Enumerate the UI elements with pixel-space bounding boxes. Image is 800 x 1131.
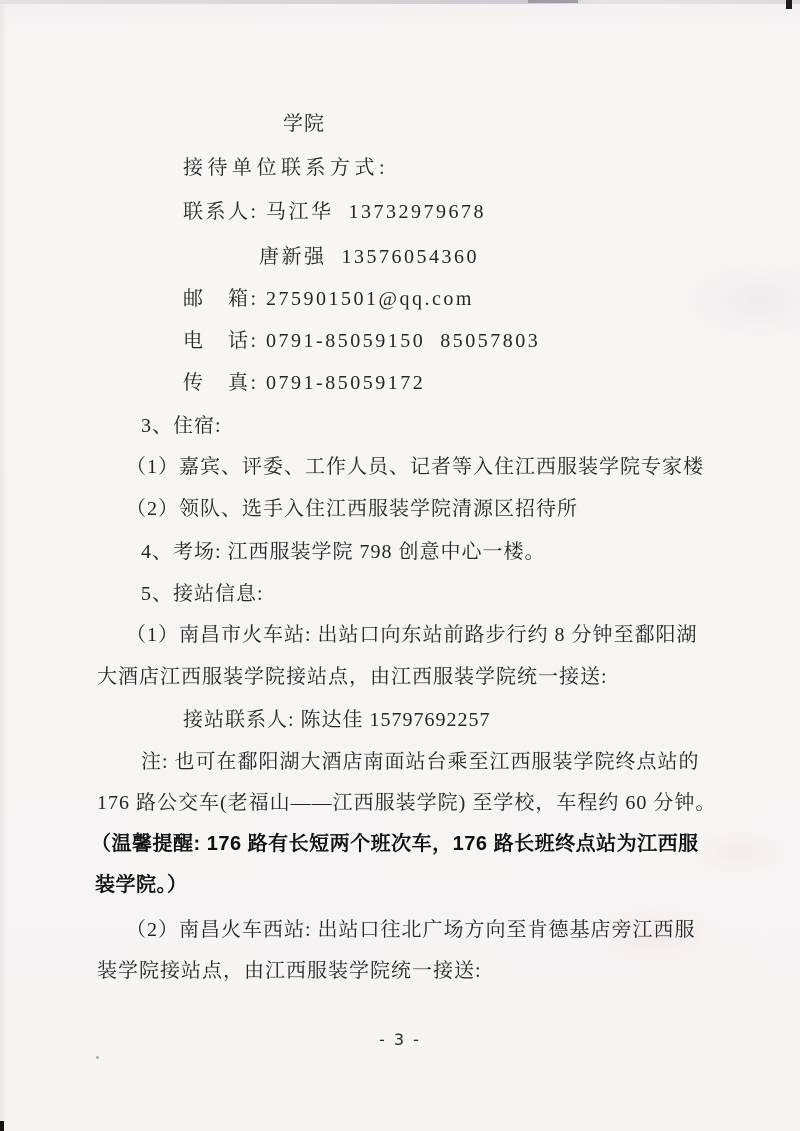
line-accommodation-item-1: （1）嘉宾、评委、工作人员、记者等入住江西服装学院专家楼 (126, 456, 704, 478)
line-section-5-pickup-info: 5、接站信息: (141, 583, 264, 605)
line-fax: 传 真: 0791-85059172 (183, 372, 426, 394)
line-pickup-station-1a: （1）南昌市火车站: 出站口向东站前路步行约 8 分钟至鄱阳湖 (126, 624, 698, 646)
page-number: - 3 - (379, 1030, 421, 1049)
line-pickup-station-2a: （2）南昌火车西站: 出站口往北广场方向至肯德基店旁江西服 (126, 919, 696, 941)
line-pickup-contact: 接站联系人: 陈达佳 15797692257 (183, 709, 491, 731)
scan-mark-bottom-left-artifact (0, 1121, 4, 1131)
scan-top-smudge-artifact (528, 0, 578, 3)
line-phone: 电 话: 0791-85059150 85057803 (183, 330, 541, 352)
scan-top-edge-artifact (0, 0, 800, 4)
line-contact-person-2: 唐新强 13576054360 (259, 246, 479, 268)
line-pickup-station-1b: 大酒店江西服装学院接站点，由江西服装学院统一接送: (97, 666, 608, 688)
line-college-suffix: 学院 (283, 113, 325, 135)
line-email: 邮 箱: 275901501@qq.com (183, 288, 474, 310)
scan-mark-top-right-artifact (786, 0, 792, 9)
line-section-3-accommodation: 3、住宿: (141, 415, 222, 437)
line-accommodation-item-2: （2）领队、选手入住江西服装学院清源区招待所 (126, 498, 578, 520)
line-contact-person-1: 联系人: 马江华 13732979678 (183, 201, 487, 223)
line-bus-note-b: 176 路公交车(老福山——江西服装学院) 至学校，车程约 60 分钟。 (97, 792, 717, 814)
line-bus-note-a: 注: 也可在鄱阳湖大酒店南面站台乘至江西服装学院终点站的 (141, 751, 700, 773)
scan-speck-artifact (96, 1056, 99, 1059)
line-reception-contact-heading: 接待单位联系方式: (183, 157, 390, 179)
line-reminder-bold-b: 装学院。） (95, 874, 188, 896)
line-section-4-exam-venue: 4、考场: 江西服装学院 798 创意中心一楼。 (141, 541, 546, 563)
line-pickup-station-2b: 装学院接站点，由江西服装学院统一接送: (97, 960, 482, 982)
line-reminder-bold-a: （温馨提醒: 176 路有长短两个班次车，176 路长班终点站为江西服 (91, 833, 699, 855)
